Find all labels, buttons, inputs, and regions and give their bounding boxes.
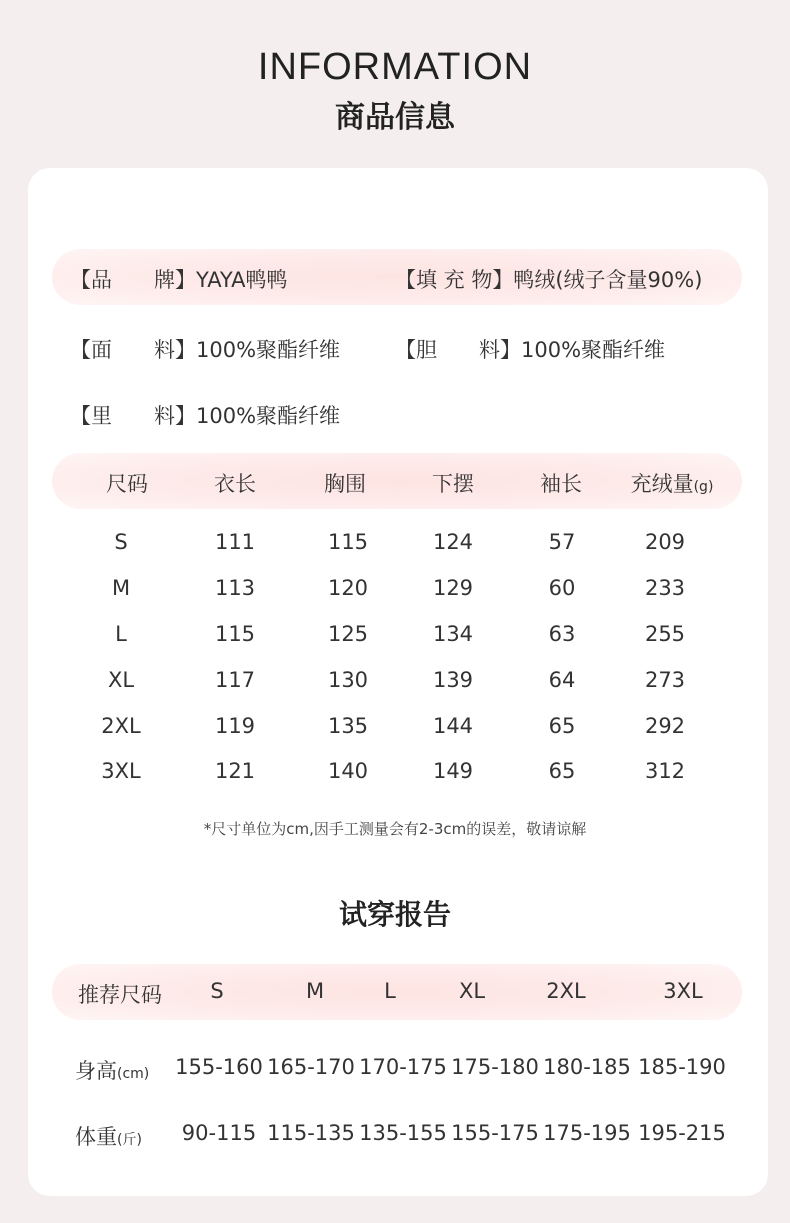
fit-height-value: 165-170 [267, 1055, 355, 1079]
weight-label-text: 体重 [75, 1125, 117, 1149]
fit-height-value: 185-190 [638, 1055, 726, 1079]
fit-size: M [305, 979, 325, 1003]
size-header-sleeve: 袖长 [540, 472, 582, 496]
size-cell: 117 [214, 668, 256, 692]
size-cell: 115 [214, 622, 256, 646]
height-unit: (cm) [117, 1066, 150, 1082]
fit-weight-value: 115-135 [267, 1121, 355, 1145]
size-cell: 209 [644, 530, 686, 554]
fit-weight-value: 90-115 [181, 1121, 257, 1145]
size-cell: 312 [644, 759, 686, 783]
size-cell: 139 [432, 668, 474, 692]
size-header-hem: 下摆 [432, 472, 474, 496]
size-cell: 3XL [101, 759, 141, 783]
size-cell: 64 [548, 668, 576, 692]
info-brand: 【品 牌】YAYA鸭鸭 [70, 268, 288, 292]
fit-height-value: 170-175 [359, 1055, 447, 1079]
fit-height-value: 175-180 [451, 1055, 539, 1079]
size-cell: 120 [327, 576, 369, 600]
height-label-text: 身高 [75, 1059, 117, 1083]
size-cell: 149 [432, 759, 474, 783]
size-cell: 140 [327, 759, 369, 783]
fit-height-value: 155-160 [175, 1055, 263, 1079]
size-cell: 63 [548, 622, 576, 646]
fit-size: 2XL [546, 979, 586, 1003]
fit-label: 推荐尺码 [78, 983, 162, 1007]
size-cell: 111 [214, 530, 256, 554]
fit-weight-value: 135-155 [359, 1121, 447, 1145]
fit-weight-value: 155-175 [451, 1121, 539, 1145]
weight-unit: (斤) [117, 1132, 142, 1148]
size-header-down [631, 468, 714, 498]
size-cell: 121 [214, 759, 256, 783]
size-cell: 135 [327, 714, 369, 738]
size-header-size: 尺码 [106, 472, 148, 496]
size-cell: 273 [644, 668, 686, 692]
weight-label [75, 1121, 142, 1151]
size-cell: 255 [644, 622, 686, 646]
size-cell: S [114, 530, 128, 554]
size-cell: 57 [548, 530, 576, 554]
size-cell: 2XL [101, 714, 141, 738]
info-filling: 【填 充 物】鸭绒(绒子含量90%) [395, 268, 703, 292]
size-cell: 129 [432, 576, 474, 600]
size-cell: 130 [327, 668, 369, 692]
page-title-en: INFORMATION [257, 46, 533, 88]
size-header-length: 衣长 [214, 472, 256, 496]
size-cell: 125 [327, 622, 369, 646]
fit-weight-value: 175-195 [543, 1121, 631, 1145]
size-cell: 233 [644, 576, 686, 600]
size-cell: 119 [214, 714, 256, 738]
size-header-chest: 胸围 [324, 472, 366, 496]
size-cell: 292 [644, 714, 686, 738]
size-cell: M [111, 576, 131, 600]
info-inner: 【胆 料】100%聚酯纤维 [395, 338, 666, 362]
size-cell: 60 [548, 576, 576, 600]
size-cell: 134 [432, 622, 474, 646]
size-cell: 65 [548, 759, 576, 783]
size-header-down-unit: (g) [693, 479, 714, 495]
fit-size: L [384, 979, 396, 1003]
size-header-down-label: 充绒量 [630, 472, 694, 496]
size-cell: 144 [432, 714, 474, 738]
fit-size: 3XL [663, 979, 703, 1003]
fit-height-value: 180-185 [543, 1055, 631, 1079]
size-cell: L [115, 622, 127, 646]
fit-size: XL [458, 979, 486, 1003]
size-cell: XL [107, 668, 135, 692]
info-fabric: 【面 料】100%聚酯纤维 [70, 338, 341, 362]
size-cell: 115 [327, 530, 369, 554]
page-title-cn: 商品信息 [335, 100, 455, 135]
size-cell: 113 [214, 576, 256, 600]
size-cell: 124 [432, 530, 474, 554]
fit-report-title: 试穿报告 [338, 898, 451, 931]
fit-weight-value: 195-215 [638, 1121, 726, 1145]
size-cell: 65 [548, 714, 576, 738]
size-note: *尺寸单位为cm,因手工测量会有2-3cm的误差，敬请谅解 [203, 820, 587, 838]
height-label [75, 1055, 149, 1085]
fit-size: S [210, 979, 224, 1003]
info-lining: 【里 料】100%聚酯纤维 [70, 404, 341, 428]
